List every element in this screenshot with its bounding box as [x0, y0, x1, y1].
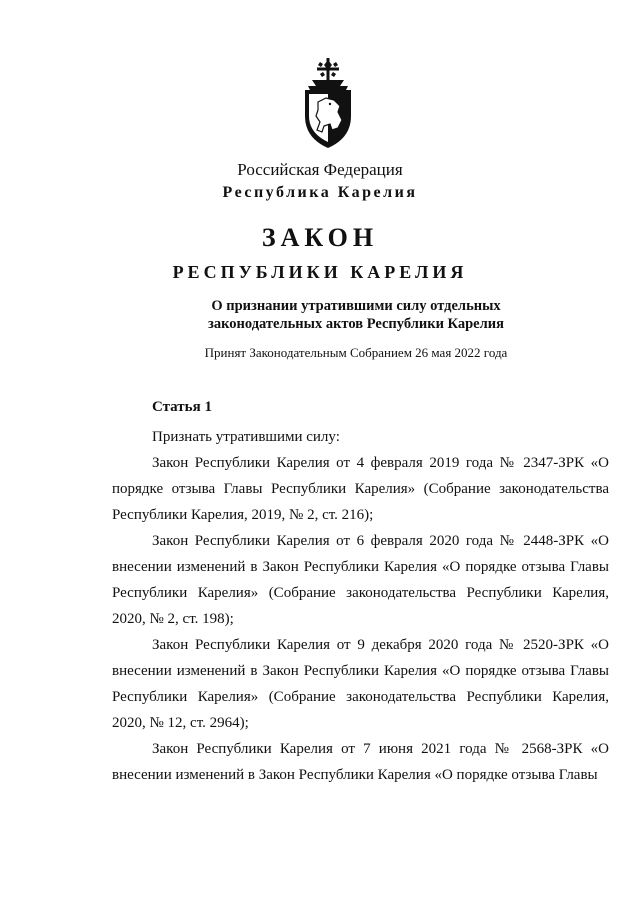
- law-title: [36, 297, 640, 333]
- adoption-note: Принят Законодательным Собранием 26 мая 2022 года: [204, 345, 508, 360]
- list-item: Закон Республики Карелия от 7 июня 2021 года № 2568-ЗРК «О внесении изменений в Закон Республики Карелия «О порядке отзыва Главы: [112, 741, 609, 783]
- article-label: Статья 1: [152, 399, 212, 415]
- law-heading: ЗАКОН: [261, 223, 379, 252]
- list-item: Закон Республики Карелия от 9 декабря 2020 года № 2520-ЗРК «О внесении изменений в Закон Республики Карелия «О порядке отзыва Главы Республики Карелия» (Собрание законодательства Республики Карелия, 2020, № 12, ст. 2964);: [112, 637, 609, 731]
- intro-paragraph: Признать утратившими силу:: [152, 429, 340, 445]
- law-title-line: законодательных актов Республики Карелия: [208, 316, 504, 332]
- law-subheading: РЕСПУБЛИКИ КАРЕЛИЯ: [172, 262, 468, 282]
- document-body: [112, 396, 609, 788]
- republic-heading: Республика Карелия: [222, 184, 418, 201]
- list-item: Закон Республики Карелия от 4 февраля 2019 года № 2347-ЗРК «О порядке отзыва Главы Республики Карелия» (Собрание законодательства Республики Карелия, 2019, № 2, ст. 216);: [112, 455, 609, 523]
- country-heading: Российская Федерация: [237, 160, 403, 179]
- list-item: Закон Республики Карелия от 6 февраля 2020 года № 2448-ЗРК «О внесении изменений в Закон Республики Карелия «О порядке отзыва Главы Республики Карелия» (Собрание законодательства Республики Карелия, 2020, № 2, ст. 198);: [112, 533, 609, 627]
- law-title-line: О признании утратившими силу отдельных: [211, 298, 501, 314]
- karelia-coat-of-arms-icon: [296, 56, 360, 152]
